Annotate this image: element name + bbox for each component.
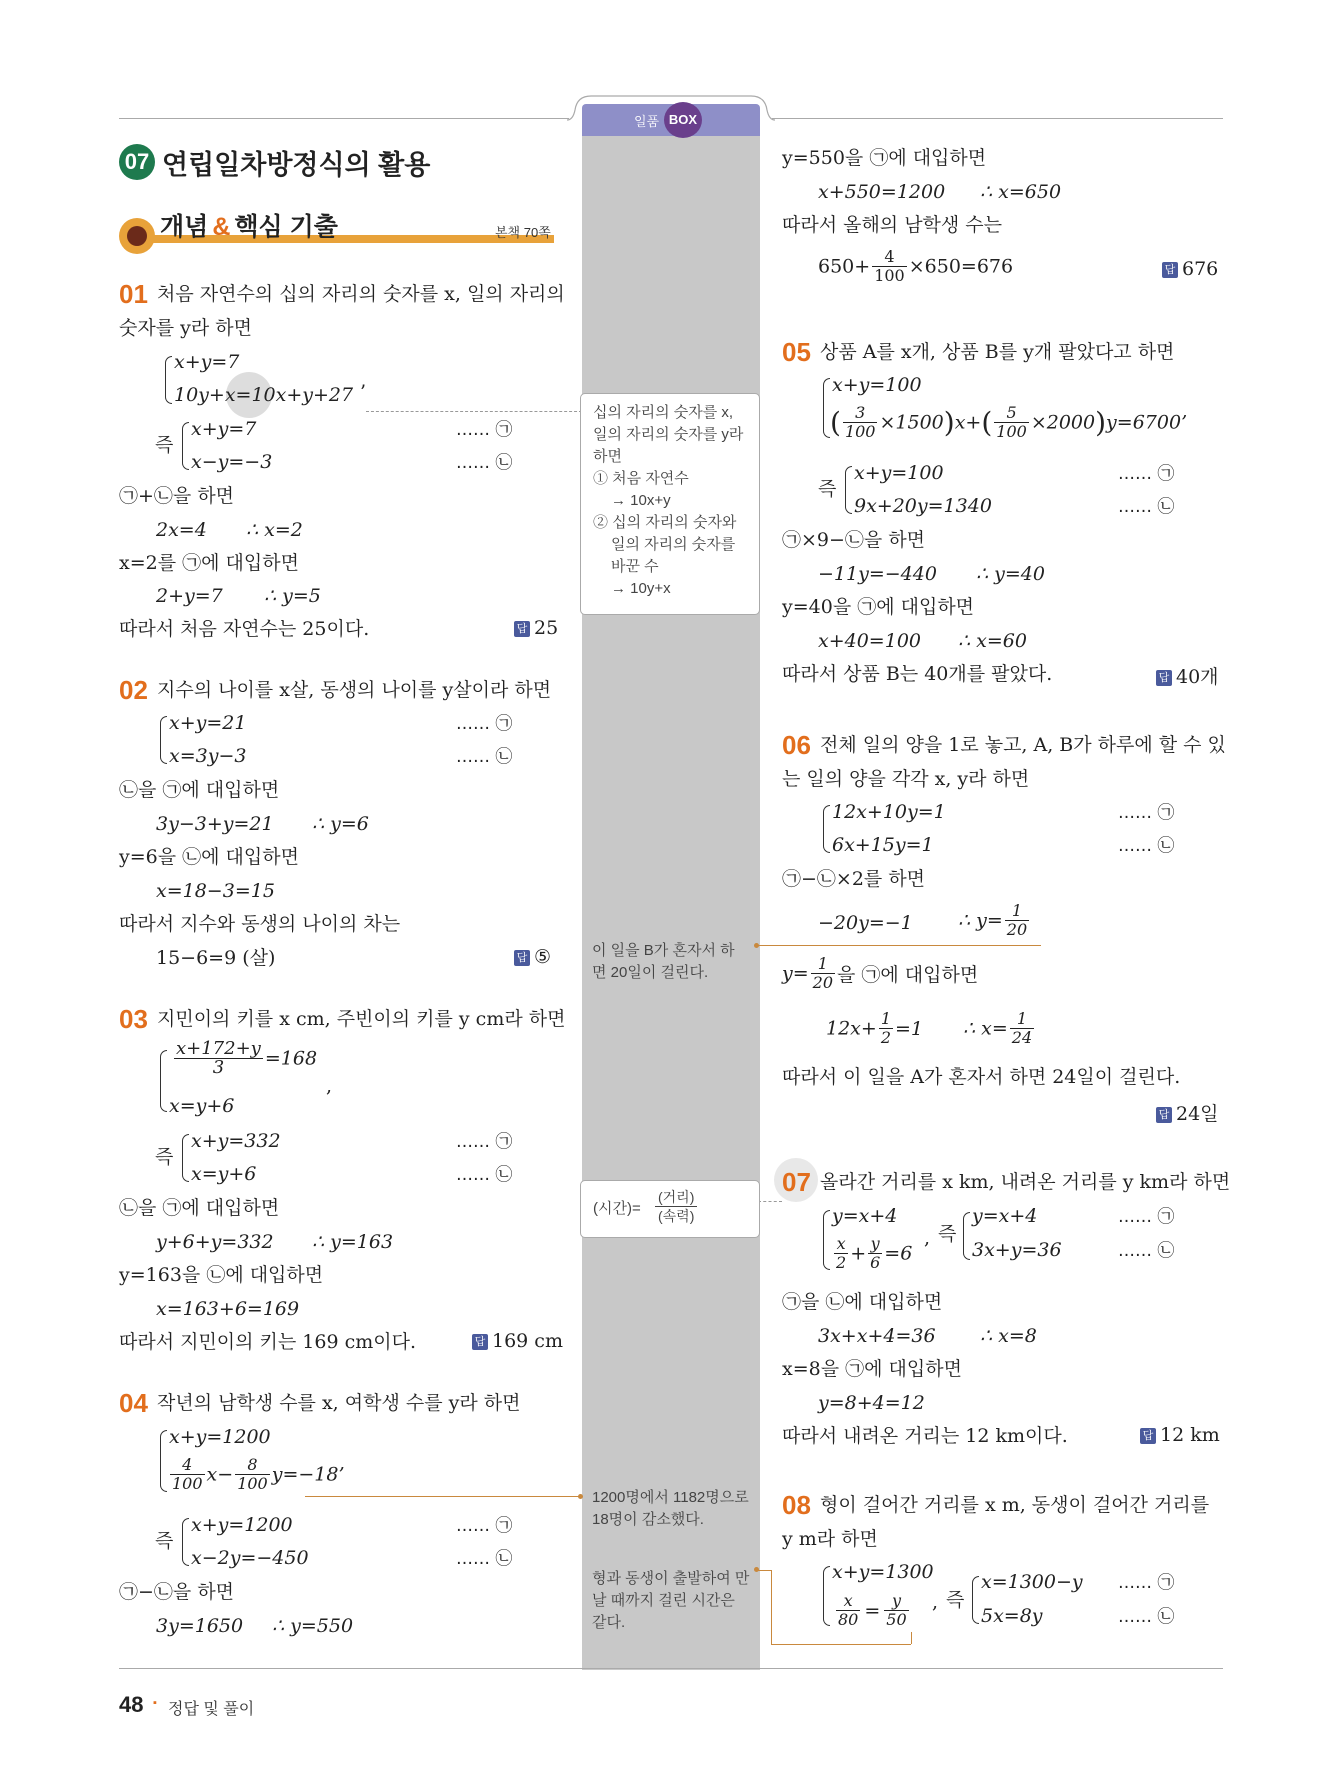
problem-05-m2: x+	[954, 411, 982, 434]
problem-08-jeuk: 즉	[946, 1589, 965, 1611]
problem-08-sys1-b	[834, 1592, 911, 1629]
sidebar-note-3-frac	[655, 1188, 697, 1225]
problem-05-tag-1: …… ㉠	[1118, 464, 1175, 484]
problem-04-line-2a: 3y=1650	[156, 1615, 244, 1637]
problem-01-sys2-a: x+y=7	[191, 418, 257, 440]
problem-05-f2-num: 5	[994, 404, 1029, 423]
problem-08-connector-v	[771, 1570, 772, 1644]
problem-04-line-1: ㉠−㉡을 하면	[119, 1581, 235, 1603]
problem-07-line-2a: 3x+x+4=36	[818, 1325, 936, 1347]
problem-05-sys1-a: x+y=100	[832, 374, 922, 396]
footer-rule	[119, 1668, 1223, 1669]
problem-04-line-4a: x+550=1200	[818, 181, 946, 203]
problem-06-line-4	[826, 1010, 1036, 1047]
problem-03-line-5: 따라서 지민이의 키는 169 cm이다.	[119, 1331, 417, 1353]
problem-06-line-4b: =1	[895, 1017, 924, 1040]
problem-01-line-2b: ∴ x=2	[246, 519, 303, 541]
book-reference: 본책 70쪽	[495, 225, 551, 240]
problem-04-comma: ’	[338, 1463, 345, 1486]
answer-mark-icon: 답	[1162, 262, 1178, 278]
footer-bullet: ▪	[153, 1697, 157, 1709]
problem-01-text-2: 숫자를 y라 하면	[119, 317, 252, 339]
problem-03-answer	[472, 1330, 563, 1352]
problem-06-l2-den: 20	[1006, 920, 1028, 939]
sidebar-note-1-line-5: → 10x+y	[611, 492, 671, 509]
problem-02-text-1: 지수의 나이를 x살, 동생의 나이를 y살이라 하면	[157, 679, 552, 701]
problem-05-answer-value: 40개	[1176, 666, 1219, 688]
problem-03-frac-rhs: =168	[264, 1047, 318, 1070]
problem-01-sys2-b: x−y=−3	[191, 451, 273, 473]
problem-07-answer	[1140, 1424, 1220, 1446]
problem-02-line-4: x=18−3=15	[156, 880, 275, 902]
sidebar-note-1-line-4: ① 처음 자연수	[593, 470, 689, 487]
problem-07-f1-num: x	[834, 1235, 848, 1254]
problem-03-line-1: ㉡을 ㉠에 대입하면	[119, 1197, 280, 1219]
answer-mark-icon: 답	[514, 950, 530, 966]
problem-06-tag-1: …… ㉠	[1118, 803, 1175, 823]
sidebar-note-3-den: (속력)	[658, 1208, 695, 1224]
problem-07-comma: ,	[924, 1227, 931, 1249]
problem-08-sys2-b: 5x=8y	[981, 1605, 1043, 1627]
problem-02-number: 02	[119, 675, 148, 705]
problem-07-tag-1: …… ㉠	[1118, 1207, 1175, 1227]
problem-03-frac-num: x+172+y	[176, 1038, 261, 1059]
problem-05-f2-den: 100	[996, 422, 1027, 441]
sidebar-tab-label: 일품	[634, 114, 660, 129]
problem-04-text-1: 작년의 남학생 수를 x, 여학생 수를 y라 하면	[157, 1392, 521, 1414]
problem-03-comma: ,	[326, 1075, 333, 1097]
problem-03-text-1: 지민이의 키를 x cm, 주빈이의 키를 y cm라 하면	[157, 1008, 566, 1030]
problem-06-l4c-den: 24	[1011, 1028, 1033, 1047]
header-rule-right	[772, 118, 1223, 119]
concept-title-b: 핵심 기출	[234, 213, 338, 241]
problem-05-brace-2	[845, 466, 852, 514]
problem-03-tag-2: …… ㉡	[456, 1165, 513, 1185]
problem-04-f2-num: 8	[235, 1456, 270, 1475]
problem-03-jeuk: 즉	[155, 1146, 174, 1168]
problem-06-l2-num: 1	[1005, 902, 1029, 921]
answer-mark-icon: 답	[1156, 1107, 1172, 1123]
problem-06-leader	[756, 945, 1041, 946]
problem-05-jeuk: 즉	[818, 478, 837, 500]
problem-04-line-6b: ×650=676	[908, 255, 1014, 278]
problem-02-sys-b: x=3y−3	[169, 745, 247, 767]
problem-02-brace	[160, 716, 167, 764]
problem-01-tag-1: …… ㉠	[456, 420, 513, 440]
problem-02-line-5: 따라서 지수와 동생의 나이의 차는	[119, 913, 401, 935]
problem-07-leader	[758, 1201, 782, 1202]
problem-07-line-2b: ∴ x=8	[980, 1325, 1037, 1347]
sidebar-note-4-line-1: 1200명에서 1182명으로	[592, 1489, 749, 1506]
problem-02-answer-value: ⑤	[534, 946, 552, 968]
problem-08-tag-1: …… ㉠	[1118, 1573, 1175, 1593]
problem-06-l3-num: 1	[811, 955, 835, 974]
problem-03-frac-den: 3	[212, 1057, 225, 1078]
sidebar-note-5-line-1: 형과 동생이 출발하여 만	[592, 1570, 750, 1587]
problem-04-f2-den: 100	[237, 1474, 268, 1493]
problem-05-line-4b: ∴ x=60	[958, 630, 1027, 652]
problem-04-line-5: 따라서 올해의 남학생 수는	[782, 214, 1003, 236]
problem-06-line-5: 따라서 이 일을 A가 혼자서 하면 24일이 걸린다.	[782, 1066, 1181, 1088]
problem-05-f1-num: 3	[843, 404, 878, 423]
header-rule-left	[119, 118, 569, 119]
problem-07-line-5: 따라서 내려온 거리는 12 km이다.	[782, 1425, 1068, 1447]
problem-04-brace-2	[182, 1518, 189, 1566]
problem-08-comma: ,	[932, 1591, 939, 1613]
problem-05-f1-den: 100	[844, 422, 876, 441]
problem-01-line-4a: 2+y=7	[156, 585, 223, 607]
sidebar-note-1	[580, 393, 760, 615]
problem-08-eq: =	[864, 1599, 881, 1622]
problem-08-f1-num: x	[836, 1592, 860, 1611]
problem-04-answer	[1162, 258, 1218, 280]
problem-01-leader	[366, 411, 582, 412]
problem-05-brace-1	[823, 378, 830, 438]
problem-07-plus: +	[850, 1242, 867, 1265]
problem-05-line-2b: ∴ y=40	[976, 563, 1045, 585]
sidebar-note-1-line-8: 바꾼 수	[611, 558, 659, 575]
problem-08-connector-v2	[911, 1632, 912, 1644]
problem-05-line-5: 따라서 상품 B는 40개를 팔았다.	[782, 663, 1053, 685]
sidebar-note-2-line-1: 이 일을 B가 혼자서 하	[592, 942, 735, 959]
answer-mark-icon: 답	[1156, 670, 1172, 686]
problem-08-sys1-a: x+y=1300	[832, 1561, 934, 1583]
answer-mark-icon: 답	[472, 1334, 488, 1350]
sidebar-note-5-line-2: 날 때까지 걸린 시간은	[592, 1592, 735, 1609]
problem-03-sys2-a: x+y=332	[191, 1130, 281, 1152]
sidebar-tab-box: BOX	[664, 102, 702, 138]
problem-07-sys1-a: y=x+4	[832, 1205, 898, 1227]
problem-05-sys2-a: x+y=100	[854, 462, 944, 484]
problem-07-line-3: x=8을 ㉠에 대입하면	[782, 1358, 962, 1380]
sidebar-column	[582, 122, 760, 1670]
problem-01-answer	[514, 617, 558, 639]
problem-01-tag-2: …… ㉡	[456, 453, 513, 473]
problem-02-line-3: y=6을 ㉡에 대입하면	[119, 846, 299, 868]
problem-05-line-1: ㉠×9−㉡을 하면	[782, 529, 926, 551]
problem-01-number: 01	[119, 279, 148, 309]
problem-03-tag-1: …… ㉠	[456, 1132, 513, 1152]
section-number-badge: 07	[119, 144, 155, 180]
sidebar-note-1-line-6: ② 십의 자리의 숫자와	[593, 514, 737, 531]
sidebar-note-2-dot	[754, 943, 759, 948]
problem-06-number: 06	[782, 730, 811, 760]
problem-08-f1-den: 80	[838, 1610, 859, 1629]
problem-08-f2-num: y	[884, 1592, 908, 1611]
answer-mark-icon: 답	[514, 621, 530, 637]
problem-07-jeuk: 즉	[938, 1223, 957, 1245]
problem-01-line-1: ㉠+㉡을 하면	[119, 485, 235, 507]
problem-04-line-6a: 650+	[818, 255, 871, 278]
problem-07-brace-2	[963, 1212, 970, 1260]
problem-04-l6-num: 4	[872, 248, 907, 267]
problem-06-line-2b	[958, 902, 1031, 939]
problem-08-brace-2	[972, 1576, 979, 1624]
problem-06-line-3	[782, 955, 978, 992]
problem-04-sys2-b: x−2y=−450	[191, 1547, 309, 1569]
problem-07-number: 07	[782, 1167, 811, 1197]
problem-02-line-2a: 3y−3+y=21	[156, 813, 274, 835]
sidebar-note-1-line-7: 일의 자리의 숫자를	[611, 536, 736, 553]
problem-06-line-2b-text: ∴ y=	[958, 909, 1003, 932]
problem-01-text-1: 처음 자연수의 십의 자리의 숫자를 x, 일의 자리의	[157, 283, 565, 305]
problem-05-comma: ’	[1181, 411, 1188, 434]
sidebar-note-3	[580, 1180, 760, 1238]
problem-04-tag-2: …… ㉡	[456, 1549, 513, 1569]
problem-05-answer	[1156, 662, 1219, 689]
problem-06-sys-b: 6x+15y=1	[832, 834, 934, 856]
problem-07-sys1-b	[832, 1235, 912, 1272]
sidebar-note-1-line-1: 십의 자리의 숫자를 x,	[593, 404, 734, 421]
problem-08-text-1: 형이 걸어간 거리를 x m, 동생이 걸어간 거리를	[820, 1494, 1210, 1516]
problem-04-line-3: y=550을 ㉠에 대입하면	[782, 147, 987, 169]
problem-04-sys1-a: x+y=1200	[169, 1426, 271, 1448]
problem-03-brace-1	[160, 1050, 167, 1112]
problem-07-tag-2: …… ㉡	[1118, 1241, 1175, 1261]
problem-08-sys2-a: x=1300−y	[981, 1571, 1083, 1593]
problem-01-jeuk: 즉	[155, 434, 174, 456]
concept-banner-dot-inner	[127, 226, 147, 246]
concept-title	[160, 207, 338, 243]
problem-02-line-1: ㉡을 ㉠에 대입하면	[119, 779, 280, 801]
problem-03-answer-value: 169 cm	[492, 1330, 563, 1352]
problem-06-text-2: 는 일의 양을 각각 x, y라 하면	[782, 768, 1030, 790]
concept-title-a: 개념	[160, 213, 209, 241]
sidebar-note-4-line-2: 18명이 감소했다.	[592, 1511, 704, 1528]
problem-04-f1-num: 4	[170, 1456, 205, 1475]
problem-07-rhs: =6	[884, 1242, 913, 1265]
problem-03-number: 03	[119, 1004, 148, 1034]
sidebar-note-3-lhs: (시간)=	[593, 1200, 641, 1217]
sidebar-note-3-num: (거리)	[655, 1188, 697, 1207]
problem-06-brace	[823, 805, 830, 853]
problem-06-l4-num: 1	[880, 1009, 891, 1028]
problem-03-line-2b: ∴ y=163	[312, 1231, 394, 1253]
problem-07-line-1: ㉠을 ㉡에 대입하면	[782, 1291, 943, 1313]
problem-04-brace-1	[160, 1430, 167, 1492]
problem-04-line-4b: ∴ x=650	[980, 181, 1062, 203]
problem-05-line-3: y=40을 ㉠에 대입하면	[782, 596, 975, 618]
problem-01-sys1-a: x+y=7	[174, 351, 240, 373]
problem-06-line-4c: ∴ x=	[963, 1017, 1008, 1040]
problem-06-line-1: ㉠−㉡×2를 하면	[782, 868, 926, 890]
problem-05-m4: y=6700	[1106, 411, 1182, 434]
sidebar-note-5-dot	[754, 1567, 759, 1572]
problem-08-tag-2: …… ㉡	[1118, 1607, 1175, 1627]
problem-04-mid: x−	[206, 1463, 234, 1486]
footer-page-number: 48	[119, 1692, 144, 1717]
problem-06-l4-den: 2	[880, 1028, 891, 1047]
sidebar-note-2-line-2: 면 20일이 걸린다.	[592, 964, 709, 981]
problem-03-sys2-b: x=y+6	[191, 1163, 257, 1185]
problem-03-line-4: x=163+6=169	[156, 1298, 300, 1320]
problem-06-l4c-num: 1	[1010, 1010, 1034, 1029]
problem-06-answer	[1156, 1099, 1219, 1126]
sidebar-note-1-line-3: 하면	[593, 448, 622, 465]
problem-05-m3: ×2000	[1030, 411, 1096, 434]
problem-04-tag-1: …… ㉠	[456, 1516, 513, 1536]
problem-06-answer-value: 24일	[1176, 1103, 1219, 1125]
problem-04-number: 04	[119, 1388, 148, 1418]
problem-06-line-3a: y=	[782, 962, 809, 985]
problem-07-f2-num: y	[868, 1235, 882, 1254]
problem-06-sys-a: 12x+10y=1	[832, 801, 946, 823]
problem-03-line-2a: y+6+y=332	[156, 1231, 274, 1253]
problem-06-line-2a: −20y=−1	[818, 912, 913, 934]
problem-03-line-3: y=163을 ㉡에 대입하면	[119, 1264, 324, 1286]
problem-07-text-1: 올라간 거리를 x km, 내려온 거리를 y km라 하면	[820, 1171, 1231, 1193]
problem-05-number: 05	[782, 337, 811, 367]
problem-01-line-5: 따라서 처음 자연수는 25이다.	[119, 618, 370, 640]
problem-08-text-2: y m라 하면	[782, 1528, 878, 1550]
problem-07-sys2-b: 3x+y=36	[972, 1239, 1062, 1261]
problem-06-line-3b: 을 ㉠에 대입하면	[837, 964, 979, 986]
problem-04-jeuk: 즉	[155, 1530, 174, 1552]
problem-02-line-6: 15−6=9 (살)	[156, 947, 276, 969]
problem-03-frac	[172, 1040, 317, 1077]
answer-mark-icon: 답	[1140, 1428, 1156, 1444]
problem-02-sys-a: x+y=21	[169, 712, 247, 734]
problem-06-l3-den: 20	[812, 973, 834, 992]
problem-04-sys1-b	[168, 1456, 345, 1493]
problem-06-text-1: 전체 일의 양을 1로 놓고, A, B가 하루에 할 수 있	[820, 734, 1226, 756]
problem-04-sys2-a: x+y=1200	[191, 1514, 293, 1536]
problem-04-leader	[305, 1496, 583, 1497]
problem-08-f2-den: 50	[886, 1610, 907, 1629]
problem-01-line-3: x=2를 ㉠에 대입하면	[119, 552, 299, 574]
problem-04-tail: y=−18	[271, 1463, 339, 1486]
sidebar-note-4-dot	[578, 1494, 583, 1499]
problem-01-sys1-b: 10y+x=10x+y+27	[174, 384, 354, 406]
problem-07-brace-1	[823, 1210, 830, 1270]
problem-05-line-4a: x+40=100	[818, 630, 921, 652]
problem-01-brace-2	[182, 422, 189, 470]
problem-02-tag-2: …… ㉡	[456, 747, 513, 767]
problem-04-line-6	[818, 248, 1013, 285]
problem-02-tag-1: …… ㉠	[456, 714, 513, 734]
problem-03-sys1-b: x=y+6	[169, 1095, 235, 1117]
problem-05-tag-2: …… ㉡	[1118, 497, 1175, 517]
problem-01-line-4b: ∴ y=5	[264, 585, 321, 607]
problem-04-f1-den: 100	[172, 1474, 203, 1493]
problem-05-sys1-b: ( $\frac{3}{100}$ ×1500)x+( $\frac{5}{100}$ ×2000)y=6700’	[830, 403, 1188, 441]
problem-01-comma: ’	[360, 381, 367, 403]
problem-05-text-1: 상품 A를 x개, 상품 B를 y개 팔았다고 하면	[820, 341, 1175, 363]
problem-08-number: 08	[782, 1490, 811, 1520]
concept-amp: &	[212, 213, 231, 241]
problem-06-tag-2: …… ㉡	[1118, 836, 1175, 856]
problem-01-answer-value: 25	[534, 617, 559, 639]
problem-05-sys2-b: 9x+20y=1340	[854, 495, 992, 517]
problem-03-brace-2	[182, 1134, 189, 1182]
problem-04-answer-value: 676	[1182, 258, 1219, 280]
problem-07-line-4: y=8+4=12	[818, 1392, 925, 1414]
section-title: 연립일차방정식의 활용	[162, 150, 431, 180]
footer-label: 정답 및 풀이	[168, 1701, 255, 1718]
problem-07-sys2-a: y=x+4	[972, 1205, 1038, 1227]
problem-01-line-2a: 2x=4	[156, 519, 207, 541]
problem-08-connector-h2	[771, 1644, 911, 1645]
problem-04-line-2b: ∴ y=550	[272, 1615, 354, 1637]
problem-05-line-2a: −11y=−440	[818, 563, 937, 585]
sidebar-note-5-line-3: 같다.	[592, 1614, 626, 1631]
problem-07-f2-den: 6	[870, 1253, 881, 1272]
problem-02-line-2b: ∴ y=6	[312, 813, 369, 835]
sidebar-note-1-line-2: 일의 자리의 숫자를 y라	[593, 426, 744, 443]
problem-06-line-4a: 12x+	[826, 1017, 877, 1040]
sidebar-note-1-line-9: → 10y+x	[611, 580, 671, 597]
problem-07-answer-value: 12 km	[1160, 1424, 1220, 1446]
problem-08-brace-1	[823, 1566, 830, 1626]
problem-05-m1: ×1500	[879, 411, 944, 434]
problem-07-f1-den: 2	[836, 1253, 847, 1272]
problem-04-l6-den: 100	[874, 266, 905, 285]
problem-02-answer	[514, 946, 551, 968]
problem-01-brace-1	[165, 356, 172, 404]
